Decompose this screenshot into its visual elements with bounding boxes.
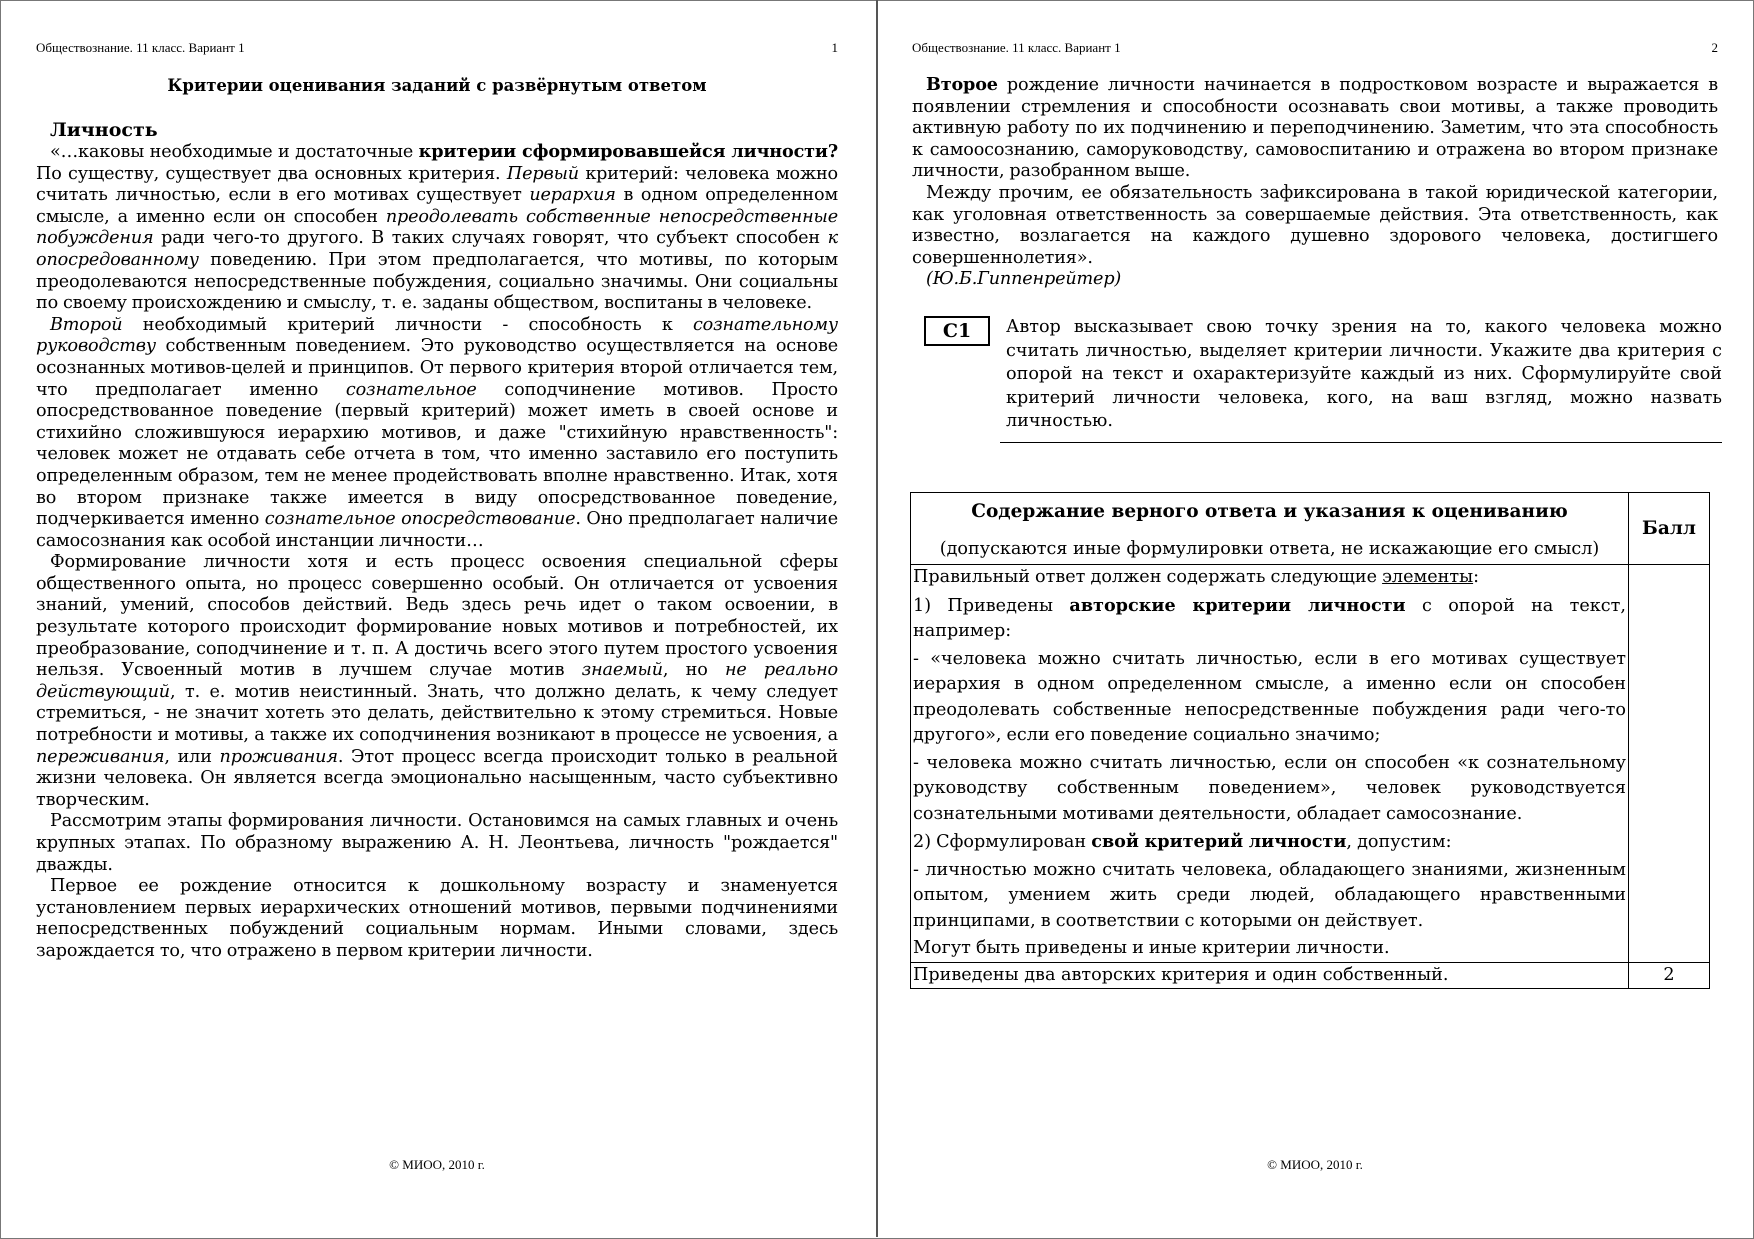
page-number: 2 bbox=[1711, 40, 1718, 55]
paragraph: Между прочим, ее обязательность зафиксирована в такой юридической категории, как уголовная ответственность за совершаемые действия. Эта ответственность, как известно, возлагается на каждого душевно здорового человека, достигшего совершеннолетия». bbox=[912, 182, 1718, 268]
body-text bbox=[912, 74, 1718, 291]
score-row-value: 2 bbox=[1629, 962, 1710, 989]
score-row bbox=[911, 962, 1710, 989]
criteria-subitem: - личностью можно считать человека, обладающего знаниями, жизненным опытом, умением жить среди людей, обладающего нравственными принципами, в соответствии с которыми он действует. bbox=[913, 859, 1626, 931]
footer-copyright: © МИОО, 2010 г. bbox=[389, 1157, 485, 1172]
page-2 bbox=[912, 0, 1722, 1239]
paragraph: Второе рождение личности начинается в подростковом возрасте и выражается в появлении стремления и способности осознавать свои мотивы, а также проводить активную работу по их подчинению и переподчинению. Заметим, что эта способность к самоосознанию, саморуководству, самовоспитанию и отражена во втором признаке личности, разобранном выше. bbox=[912, 74, 1718, 182]
document-title: Критерии оценивания заданий с развёрнутым ответом bbox=[167, 76, 707, 95]
running-title: Обществознание. 11 класс. Вариант 1 bbox=[912, 40, 1121, 55]
criteria-subitem: - «человека можно считать личностью, если в его мотивах существует иерархия в одном определенном смысле, а именно если он способен преодолевать собственные непосредственные побуждения ради чего-то другого», если его поведение социально значимо; bbox=[913, 648, 1626, 745]
attribution: (Ю.Б.Гиппенрейтер) bbox=[926, 269, 1122, 290]
task-label: С1 bbox=[924, 316, 990, 346]
criteria-item: 1) Приведены авторские критерии личности с опорой на текст, например: bbox=[913, 594, 1626, 641]
paragraph: Формирование личности хотя и есть процесс освоения специальной сферы общественного опыта, но процесс совершенно особый. Он отличается от усвоения знаний, умений, способов действий. Ведь здесь речь идет о таком освоении, в результате которого происходит формирование новых мотивов и потребностей, их преобразование, соподчинение и т. п. А достичь всего этого путем простого усвоения нельзя. Усвоенный мотив в лучшем случае мотив знаемый, но не реально действующий, т. е. мотив неистинный. Знать, что должно делать, к чему следует стремиться, - не значит хотеть это делать, действительно к этому стремиться. Новые потребности и мотивы, а также их соподчинения возникают в процессе не усвоения, а переживания, или проживания. Этот процесс всегда происходит только в реальной жизни человека. Он является всегда эмоционально насыщенным, часто субъективно творческим. bbox=[36, 552, 838, 810]
body-text bbox=[36, 141, 838, 963]
criteria-score-cell bbox=[1629, 565, 1710, 963]
running-header bbox=[36, 40, 838, 56]
page-divider bbox=[876, 0, 878, 1237]
running-header bbox=[912, 40, 1718, 56]
criteria-item: 2) Сформулирован свой критерий личности, допустим: bbox=[913, 831, 1452, 852]
running-title: Обществознание. 11 класс. Вариант 1 bbox=[36, 40, 245, 55]
header-sub: (допускаются иные формулировки ответа, не искажающие его смысл) bbox=[939, 538, 1600, 559]
grading-table bbox=[910, 492, 1710, 989]
paragraph: Второй необходимый критерий личности - способность к сознательному руководству собственным поведением. Это руководство осуществляется на основе осознанных мотивов-целей и принципов. От первого критерия второй отличается тем, что предполагает именно сознательное соподчинение мотивов. Просто опосредствованное поведение (первый критерий) может иметь в своей основе и стихийно сложившуюся иерархию мотивов, и даже "стихийную нравственность": человек может не отдавать себе отчета в том, что именно заставило его поступить определенным образом, тем не менее продействовать вполне нравственно. Итак, хотя во втором признаке также имеется в виду опосредствованное поведение, подчеркивается именно сознательное опосредствование. Оно предполагает наличие самосознания как особой инстанции личности… bbox=[36, 314, 838, 551]
task-underline bbox=[1000, 442, 1722, 443]
score-row-text: Приведены два авторских критерия и один собственный. bbox=[911, 962, 1629, 989]
criteria-note: Могут быть приведены и иные критерии личности. bbox=[913, 938, 1390, 958]
header-score: Балл bbox=[1629, 493, 1710, 565]
page-1 bbox=[36, 0, 838, 1239]
paragraph: Рассмотрим этапы формирования личности. Остановимся на самых главных и очень крупных этапах. По образному выражению А. Н. Леонтьева, личность "рождается" дважды. bbox=[36, 811, 838, 875]
footer-copyright: © МИОО, 2010 г. bbox=[1267, 1157, 1363, 1172]
criteria-intro: Правильный ответ должен содержать следующие элементы: bbox=[913, 567, 1480, 587]
criteria-row bbox=[911, 565, 1710, 963]
task-text: Автор высказывает свою точку зрения на то, какого человека можно считать личностью, выделяет критерии личности. Укажите два критерия с опорой на текст и охарактеризуйте каждый из них. Сформулируйте свой критерий личности человека, кого, на ваш взгляд, можно назвать личностью. bbox=[1006, 317, 1722, 431]
criteria-subitem: - человека можно считать личностью, если он способен «к сознательному руководству собственным поведением», человек руководствуется сознательными мотивами деятельности, обладает самосознание. bbox=[913, 752, 1626, 824]
header-main: Содержание верного ответа и указания к оцениванию bbox=[971, 501, 1568, 522]
criteria-cell bbox=[911, 565, 1629, 963]
paragraph: «…каковы необходимые и достаточные критерии сформировавшейся личности? По существу, существует два основных критерия. Первый критерий: человека можно считать личностью, если в его мотивах существует иерархия в одном определенном смысле, а именно если он способен преодолевать собственные непосредственные побуждения ради чего-то другого. В таких случаях говорят, что субъект способен к опосредованному поведению. При этом предполагается, что мотивы, по которым преодолеваются непосредственные побуждения, социально значимы. Они социальны по своему происхождению и смыслу, т. е. заданы обществом, воспитаны в человеке. bbox=[36, 141, 838, 314]
header-cell bbox=[911, 493, 1629, 565]
section-heading: Личность bbox=[50, 119, 158, 141]
task-c1 bbox=[918, 316, 1722, 444]
table-header-row bbox=[911, 493, 1710, 565]
page-number: 1 bbox=[831, 40, 838, 55]
paragraph: Первое ее рождение относится к дошкольному возрасту и знаменуется установлением первых иерархических отношений мотивов, первыми подчинениями непосредственных побуждений социальным нормам. Иными словами, здесь зарождается то, что отражено в первом критерии личности. bbox=[36, 876, 838, 961]
